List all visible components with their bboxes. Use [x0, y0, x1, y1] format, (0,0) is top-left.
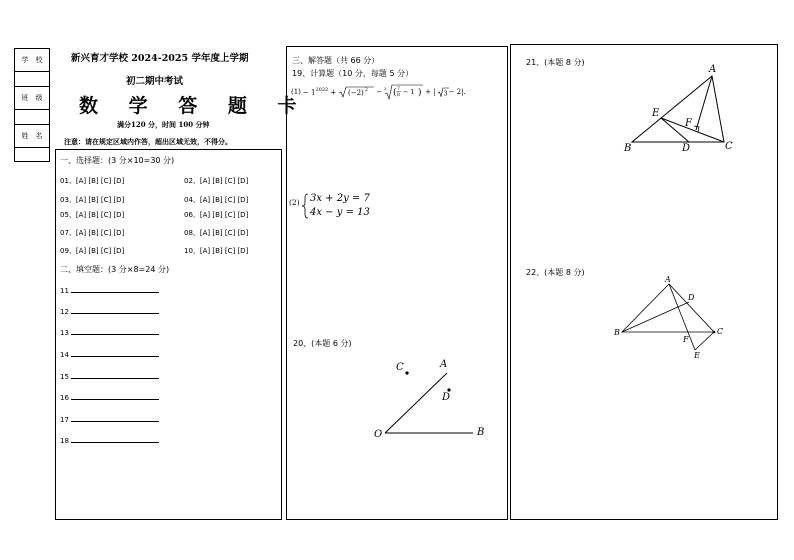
fill-blank-14[interactable]	[60, 349, 159, 359]
q22-title: 22、(本题 8 分)	[526, 268, 585, 277]
q21-label-c: C	[725, 141, 733, 152]
point-c	[405, 371, 408, 374]
fill-line[interactable]	[71, 435, 159, 443]
info-blank[interactable]	[15, 72, 49, 87]
exam-title: 初二期中考试	[126, 76, 184, 87]
info-cell-school[interactable]	[15, 49, 49, 72]
q22-triangle-figure	[614, 278, 724, 360]
fill-number: 12	[60, 308, 69, 316]
fill-number: 18	[60, 437, 69, 445]
fill-line[interactable]	[71, 285, 159, 293]
fill-number: 17	[60, 416, 69, 424]
mc-option-06[interactable]: 06、[A] [B] [C] [D]	[184, 211, 249, 219]
q20-angle-figure	[365, 355, 495, 447]
svg-text:7: 7	[397, 87, 401, 92]
svg-text:− 1: − 1	[403, 88, 415, 96]
svg-text:3: 3	[443, 89, 448, 97]
mc-option-02[interactable]: 02、[A] [B] [C] [D]	[184, 177, 249, 185]
info-cell-class[interactable]	[15, 87, 49, 110]
ray-oa	[385, 373, 447, 433]
fill-line[interactable]	[71, 327, 159, 335]
q20-label-o: O	[374, 429, 383, 440]
info-label: 学 校	[21, 56, 43, 64]
section1-title: 一、选择题：(3 分×10=30 分)	[60, 156, 175, 165]
fill-line[interactable]	[71, 371, 159, 379]
mc-option-09[interactable]: 09、[A] [B] [C] [D]	[60, 247, 125, 255]
info-cell-name[interactable]	[15, 125, 49, 148]
fill-blank-16[interactable]	[60, 392, 159, 402]
segment-ce	[661, 118, 724, 142]
q22-label-d: D	[688, 293, 695, 302]
page-title: 数 学 答 题 卡	[79, 95, 309, 117]
fill-number: 15	[60, 373, 69, 381]
q20-title: 20、(本题 6 分)	[293, 339, 352, 348]
q22-label-f: F	[683, 335, 689, 344]
q21-title: 21、(本题 8 分)	[526, 58, 585, 67]
fill-line[interactable]	[71, 349, 159, 357]
q21-label-a: A	[709, 64, 717, 75]
info-label: 姓 名	[21, 132, 43, 140]
fill-line[interactable]	[71, 414, 159, 422]
q22-label-a: A	[665, 275, 671, 284]
segment-ce	[695, 332, 714, 350]
q19-1-prefix: (1)	[291, 88, 301, 96]
q21-label-d: D	[682, 143, 691, 154]
fill-number: 13	[60, 329, 69, 337]
svg-text:(−2): (−2)	[348, 89, 365, 97]
school-year-title: 新兴育才学校 2024-2025 学年度上学期	[71, 53, 249, 64]
info-blank[interactable]	[15, 110, 49, 125]
triangle-abc	[622, 284, 714, 332]
fill-blank-11[interactable]	[60, 285, 159, 295]
q22-label-e: E	[694, 351, 700, 360]
q19-2-prefix: (2)	[289, 198, 300, 207]
q20-label-d: D	[442, 392, 451, 403]
q21-label-f: F	[685, 118, 692, 129]
q19-1-expression: (1) − $1^{2022}$ + (−2) 2 − 3 ( 7 8 − 1 ) + | 3 − 2|.	[291, 86, 466, 98]
section2-title: 二、填空题：(3 分×8=24 分)	[60, 265, 170, 274]
fill-number: 11	[60, 287, 69, 295]
fill-number: 16	[60, 394, 69, 402]
q21-label-b: B	[624, 143, 632, 154]
fill-blank-13[interactable]	[60, 327, 159, 337]
segment-bd	[622, 302, 689, 332]
fill-line[interactable]	[71, 306, 159, 314]
q22-label-c: C	[717, 327, 724, 336]
mc-option-03[interactable]: 03、[A] [B] [C] [D]	[60, 196, 125, 204]
fill-number: 14	[60, 351, 69, 359]
fill-blank-18[interactable]	[60, 435, 159, 445]
q22-label-b: B	[614, 328, 620, 337]
segment-af	[696, 76, 712, 130]
section3-title: 三、解答题（共 66 分）	[292, 56, 380, 65]
svg-text:(: (	[393, 88, 397, 98]
svg-text:8: 8	[397, 93, 401, 98]
sqrt3-symbol	[437, 87, 449, 97]
q19-2-eq2: 4x − y = 13	[310, 207, 370, 218]
q21-label-e: E	[652, 108, 660, 119]
fill-line[interactable]	[71, 392, 159, 400]
fill-blank-12[interactable]	[60, 306, 159, 316]
svg-text:3: 3	[384, 86, 387, 91]
q19-2-eq1: 3x + 2y = 7	[310, 193, 370, 204]
score-time: 满分120 分，时间 100 分钟	[117, 120, 210, 129]
mc-option-10[interactable]: 10、[A] [B] [C] [D]	[184, 247, 249, 255]
q19-title: 19、计算题（10 分，每题 5 分）	[292, 69, 414, 78]
q21-triangle-figure	[620, 66, 730, 148]
point-c	[713, 331, 716, 334]
q20-label-b: B	[477, 427, 485, 438]
info-label: 班 级	[21, 94, 43, 102]
student-info-table	[14, 48, 50, 162]
system-brace	[301, 193, 309, 219]
mc-option-07[interactable]: 07、[A] [B] [C] [D]	[60, 229, 125, 237]
cube-root-symbol	[383, 84, 423, 100]
q20-label-a: A	[440, 359, 448, 370]
info-blank[interactable]	[15, 148, 49, 162]
mc-option-01[interactable]: 01、[A] [B] [C] [D]	[60, 177, 125, 185]
sqrt-symbol	[338, 86, 374, 98]
fill-blank-17[interactable]	[60, 414, 159, 424]
mc-option-04[interactable]: 04、[A] [B] [C] [D]	[184, 196, 249, 204]
svg-text:2: 2	[365, 88, 369, 93]
notice: 注意：请在规定区域内作答，超出区域无效，不得分。	[64, 137, 232, 146]
mc-option-08[interactable]: 08、[A] [B] [C] [D]	[184, 229, 249, 237]
section3-box	[286, 46, 508, 520]
fill-blank-15[interactable]	[60, 371, 159, 381]
q20-label-c: C	[396, 362, 404, 373]
mc-option-05[interactable]: 05、[A] [B] [C] [D]	[60, 211, 125, 219]
svg-text:): )	[418, 88, 422, 98]
